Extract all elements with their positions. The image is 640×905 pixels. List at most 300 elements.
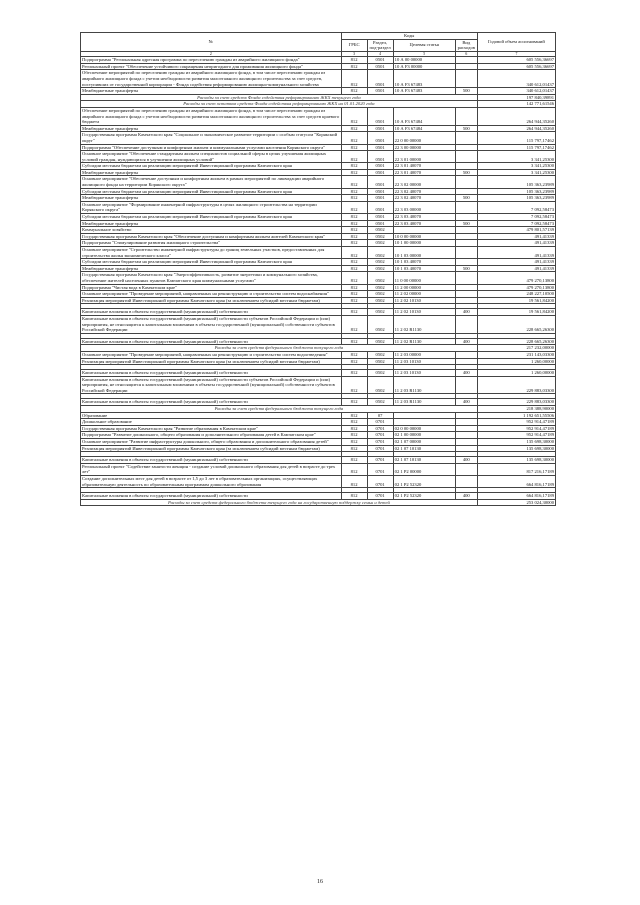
row-section: 0502 [367, 358, 393, 365]
row-section: 0502 [367, 284, 393, 291]
row-grbs: 812 [341, 309, 367, 316]
note-text: Расходы за счет средств федерального бюджета текущего года [81, 345, 478, 352]
row-amount: 479 270,13800 [477, 284, 555, 291]
row-section: 0501 [367, 63, 393, 70]
row-section: 0701 [367, 463, 393, 475]
row-amount: 479 270,13800 [477, 272, 555, 284]
row-amount: 115 797,17462 [477, 144, 555, 151]
row-grbs: 812 [341, 291, 367, 298]
row-amount: 340 612,01437 [477, 88, 555, 95]
row-grbs: 812 [341, 297, 367, 304]
header-codes: Коды [341, 33, 477, 40]
row-exptype [455, 476, 477, 488]
row-exptype [455, 425, 477, 432]
row-amount: 264 944,35260 [477, 125, 555, 132]
note-text: Расходы за счет средств федерального бюджета текущего года на государственную поддержку семьи и детей [81, 499, 478, 506]
row-article: 10 1 00 00000 [393, 240, 455, 247]
row-grbs: 812 [341, 376, 367, 394]
row-grbs: 812 [341, 57, 367, 64]
row-name: Капитальные вложения в объекты государственной (муниципальной) собственности [81, 309, 342, 316]
note-amount: 253 024,30000 [477, 499, 555, 506]
header-section: Раздел, под-раздел [367, 39, 393, 51]
header-amount: Годовой объем ассигнований [477, 33, 555, 52]
row-section: 0701 [367, 476, 393, 488]
row-name: Субсидии местным бюджетам на реализацию мероприятий Инвестиционной программы Камчатского края [81, 259, 342, 266]
row-section: 0502 [367, 338, 393, 345]
table-row [81, 399, 556, 406]
row-article: 11 2 03 00000 [393, 351, 455, 358]
row-exptype [455, 412, 477, 419]
row-exptype: 500 [455, 220, 477, 227]
header-no: № [81, 33, 342, 52]
row-exptype: 400 [455, 399, 477, 406]
table-row [81, 227, 556, 234]
table-row [81, 240, 556, 247]
row-section: 0502 [367, 227, 393, 234]
table-row [81, 439, 556, 446]
row-grbs: 812 [341, 214, 367, 221]
row-grbs: 812 [341, 493, 367, 500]
row-exptype [455, 63, 477, 70]
table-row [81, 57, 556, 64]
row-exptype [455, 163, 477, 170]
row-grbs: 812 [341, 176, 367, 188]
row-exptype [455, 188, 477, 195]
table-row [81, 376, 556, 394]
table-row [81, 445, 556, 452]
row-name: Капитальные вложения в объекты государственной (муниципальной) собственности субъектов Российской Федерации и (или) мероприятия, не относящиеся к капитальным вложениям в объекты государственной (муниципальной) собственности субъектов Российской Федерации [81, 315, 342, 333]
row-grbs: 812 [341, 351, 367, 358]
row-grbs: 812 [341, 151, 367, 163]
row-article: 22 3 03 40070 [393, 214, 455, 221]
row-article: 11 2 03 R1130 [393, 399, 455, 406]
row-article [393, 412, 455, 419]
row-article: 02 1 Р2 52320 [393, 493, 455, 500]
row-article: 11 2 02 00000 [393, 291, 455, 298]
row-exptype: 400 [455, 493, 477, 500]
row-article: 10 А F3 67483 [393, 88, 455, 95]
row-section: 0501 [367, 188, 393, 195]
row-exptype: 500 [455, 265, 477, 272]
row-section: 0502 [367, 265, 393, 272]
row-amount: 229 883,03300 [477, 376, 555, 394]
row-exptype [455, 376, 477, 394]
row-section: 0501 [367, 220, 393, 227]
table-row [81, 247, 556, 259]
row-exptype [455, 291, 477, 298]
row-amount: 952 914,47189 [477, 432, 555, 439]
row-section: 0501 [367, 195, 393, 202]
note-amount: 197 840,39891 [477, 94, 555, 101]
row-section: 0501 [367, 201, 393, 213]
row-section: 0502 [367, 233, 393, 240]
row-amount: 3 341,25300 [477, 151, 555, 163]
row-grbs: 812 [341, 358, 367, 365]
table-row [81, 188, 556, 195]
row-exptype [455, 463, 477, 475]
row-name: Субсидии местным бюджетам на реализацию мероприятий Инвестиционной программы Камчатского края [81, 163, 342, 170]
row-amount: 491,41339 [477, 265, 555, 272]
table-row [81, 259, 556, 266]
row-amount: 1 260,00000 [477, 370, 555, 377]
row-exptype [455, 315, 477, 333]
row-name: Подпрограмма "Развитие дошкольного, общего образования и дополнительного образования детей в Камчатском крае" [81, 432, 342, 439]
row-name: Создание дополнительных мест для детей в возрасте от 1,5 до 3 лет в образовательных организациях, осуществляющих образовательную деятельность по образовательным программам дошкольного образования [81, 476, 342, 488]
row-amount: 664 816,17189 [477, 493, 555, 500]
page-number: 16 [317, 879, 323, 885]
table-row [81, 291, 556, 298]
row-article: 02 1 07 10130 [393, 457, 455, 464]
row-name: Коммунальное хозяйство [81, 227, 342, 234]
row-article: 10 А F3 67484 [393, 107, 455, 125]
row-amount: 952 914,47189 [477, 419, 555, 426]
row-article: 11 2 02 R1130 [393, 315, 455, 333]
row-section: 0502 [367, 297, 393, 304]
table-row [81, 457, 556, 464]
row-name: Основное мероприятие "Строительство инженерной инфраструктуры до границ земельных участков, предоставленных для строительства жилья экономического класса" [81, 247, 342, 259]
colnum: 7 [477, 51, 555, 56]
row-name: Региональный проект "Содействие занятости женщин - создание условий дошкольного образования для детей в возрасте до трех лет" [81, 463, 342, 475]
row-exptype [455, 227, 477, 234]
table-row [81, 463, 556, 475]
row-section: 0701 [367, 425, 393, 432]
row-article: 22 3 02 40070 [393, 195, 455, 202]
row-amount: 105 363,23989 [477, 176, 555, 188]
table-row [81, 476, 556, 488]
row-name: Межбюджетные трансферты [81, 125, 342, 132]
row-amount: 340 612,01437 [477, 70, 555, 88]
row-grbs: 812 [341, 125, 367, 132]
row-article: 02 1 Р2 00000 [393, 463, 455, 475]
row-name: Основное мероприятие "Развитие инфраструктуры дошкольного, общего образования и дополнительного образования детей" [81, 439, 342, 446]
row-amount: 479 801,57139 [477, 227, 555, 234]
row-amount: 264 944,35260 [477, 107, 555, 125]
row-grbs: 812 [341, 70, 367, 88]
row-grbs: 812 [341, 463, 367, 475]
row-section: 0502 [367, 247, 393, 259]
table-row [81, 176, 556, 188]
row-grbs: 812 [341, 445, 367, 452]
row-grbs: 812 [341, 107, 367, 125]
row-article: 02 1 07 10130 [393, 445, 455, 452]
row-exptype [455, 284, 477, 291]
table-row [81, 132, 556, 144]
row-section: 0501 [367, 176, 393, 188]
row-grbs: 812 [341, 63, 367, 70]
row-grbs: 812 [341, 227, 367, 234]
row-article: 10 А F3 67484 [393, 125, 455, 132]
row-exptype [455, 432, 477, 439]
row-exptype: 500 [455, 169, 477, 176]
row-amount: 491,41339 [477, 259, 555, 266]
table-row [81, 63, 556, 70]
row-amount: 7 092,58473 [477, 220, 555, 227]
row-section: 0502 [367, 259, 393, 266]
table-row [81, 309, 556, 316]
row-section: 0502 [367, 399, 393, 406]
row-name: Основное мероприятие "Проведение мероприятий, направленных на реконструкцию и строительство систем водоотведения" [81, 351, 342, 358]
note-text: Расходы за счет остатков средств Фонда содействия реформированию ЖКХ на 01.01.2020 года [81, 101, 478, 108]
row-section: 0502 [367, 240, 393, 247]
table-row [81, 125, 556, 132]
row-amount: 229 883,03300 [477, 399, 555, 406]
row-article: 10 А 00 00000 [393, 57, 455, 64]
row-exptype [455, 419, 477, 426]
row-section: 0502 [367, 376, 393, 394]
row-section: 0502 [367, 272, 393, 284]
row-amount: 19 561,84200 [477, 297, 555, 304]
colnum: 2 [81, 51, 342, 56]
table-row [81, 88, 556, 95]
row-article: 10 1 03 40070 [393, 259, 455, 266]
row-article: 11 2 03 10130 [393, 358, 455, 365]
row-name: Обеспечение мероприятий по переселению граждан из аварийного жилищного фонда, в том числе переселению граждан из аварийного жилищного фонда с учетом необходимости развития малоэтажного жилищного строительства за счет средств краевого бюджета [82, 107, 340, 125]
row-grbs: 812 [341, 163, 367, 170]
row-name: Межбюджетные трансферты [81, 88, 342, 95]
row-article: 10 А F3 00000 [393, 63, 455, 70]
row-section: 0501 [367, 125, 393, 132]
table-row [81, 107, 556, 125]
row-section: 0501 [367, 70, 393, 88]
table-row [81, 233, 556, 240]
row-section: 0701 [367, 493, 393, 500]
row-name: Капитальные вложения в объекты государственной (муниципальной) собственности [81, 399, 342, 406]
table-row [81, 201, 556, 213]
row-article: 10 1 03 40070 [393, 265, 455, 272]
row-article: 02 1 07 00000 [393, 439, 455, 446]
row-grbs: 812 [341, 265, 367, 272]
table-row [81, 358, 556, 365]
row-exptype [455, 272, 477, 284]
row-exptype: 500 [455, 125, 477, 132]
row-exptype [455, 259, 477, 266]
colnum: 6 [455, 51, 477, 56]
row-article: 10 А F3 67483 [393, 70, 455, 88]
row-article: 11 2 03 10130 [393, 370, 455, 377]
row-section: 0501 [367, 151, 393, 163]
row-name: Образование [81, 412, 342, 419]
row-grbs: 812 [341, 247, 367, 259]
row-name: Реализация мероприятий Инвестиционной программы Камчатского края (за исключением субсидий местным бюджетам) [81, 358, 342, 365]
row-name: Межбюджетные трансферты [81, 265, 342, 272]
row-grbs: 812 [341, 144, 367, 151]
table-header-row [81, 33, 556, 40]
row-section: 0701 [367, 419, 393, 426]
row-section: 0701 [367, 439, 393, 446]
row-article: 10 0 00 00000 [393, 233, 455, 240]
row-section: 0701 [367, 432, 393, 439]
row-name: Основное мероприятие "Формирование инженерной инфраструктуры в целях жилищного строительства на территории Корякского округа" [81, 201, 342, 213]
row-article: 11 2 02 R1130 [393, 338, 455, 345]
row-amount: 228 665,26300 [477, 338, 555, 345]
row-article: 02 1 00 00000 [393, 432, 455, 439]
row-amount: 7 092,58473 [477, 214, 555, 221]
row-amount: 491,41339 [477, 247, 555, 259]
row-exptype [455, 358, 477, 365]
table-row [81, 315, 556, 333]
row-grbs: 812 [341, 476, 367, 488]
row-exptype [455, 70, 477, 88]
row-exptype [455, 57, 477, 64]
row-amount: 1 192 651,55506 [477, 412, 555, 419]
row-grbs: 812 [341, 188, 367, 195]
table-row [81, 265, 556, 272]
row-section: 0502 [367, 309, 393, 316]
table-row [81, 144, 556, 151]
row-grbs: 812 [341, 432, 367, 439]
row-name: Межбюджетные трансферты [81, 195, 342, 202]
row-article: 22 3 02 40070 [393, 188, 455, 195]
row-section: 0501 [367, 163, 393, 170]
row-exptype: 500 [455, 195, 477, 202]
row-article: 11 2 03 R1130 [393, 376, 455, 394]
row-section: 0501 [367, 169, 393, 176]
row-name: Капитальные вложения в объекты государственной (муниципальной) собственности субъектов Российской Федерации и (или) мероприятия, не относящиеся к капитальным вложениям в объекты государственной (муниципальной) собственности субъектов Российской Федерации [81, 376, 342, 394]
row-amount: 952 914,47189 [477, 425, 555, 432]
note-amount: 217 232,00000 [477, 345, 555, 352]
note-row [81, 406, 556, 413]
table-row [81, 220, 556, 227]
row-exptype [455, 351, 477, 358]
table-row [81, 195, 556, 202]
table-row [81, 412, 556, 419]
row-article: 11 0 00 00000 [393, 272, 455, 284]
row-amount: 3 341,25300 [477, 163, 555, 170]
row-name: Основное мероприятие "Обеспечение доступным и комфортным жильем в рамках мероприятий по ликвидации аварийного жилищного фонда на территории Корякского округа" [81, 176, 342, 188]
row-name: Капитальные вложения в объекты государственной (муниципальной) собственности [81, 338, 342, 345]
table-row [81, 297, 556, 304]
row-section: 0502 [367, 315, 393, 333]
colnum: 4 [367, 51, 393, 56]
row-article: 10 1 03 00000 [393, 247, 455, 259]
table-row [81, 419, 556, 426]
row-exptype [455, 144, 477, 151]
row-amount: 605 556,36697 [477, 57, 555, 64]
row-amount: 1 260,00000 [477, 358, 555, 365]
table-row [81, 284, 556, 291]
note-text: Расходы за счет средств Фонда содействия реформированию ЖКХ текущего года [81, 94, 478, 101]
budget-table [80, 32, 556, 506]
row-exptype: 500 [455, 88, 477, 95]
row-article: 22 3 01 40070 [393, 163, 455, 170]
row-section: 0501 [367, 132, 393, 144]
row-exptype: 400 [455, 309, 477, 316]
row-section: 0501 [367, 57, 393, 64]
note-row [81, 94, 556, 101]
table-row [81, 169, 556, 176]
row-grbs: 812 [341, 457, 367, 464]
table-row [81, 425, 556, 432]
row-name: Государственная программа Камчатского края "Социальное и экономическое развитие территории с особым статусом "Корякский округ" [81, 132, 342, 144]
colnum: 5 [393, 51, 455, 56]
row-amount: 491,41339 [477, 240, 555, 247]
row-article: 11 2 02 10130 [393, 309, 455, 316]
row-grbs: 812 [341, 284, 367, 291]
row-article: 22 3 00 00000 [393, 144, 455, 151]
row-amount: 135 698,30000 [477, 457, 555, 464]
row-grbs: 812 [341, 338, 367, 345]
table-row [81, 351, 556, 358]
row-grbs: 812 [341, 370, 367, 377]
row-name: Межбюджетные трансферты [81, 169, 342, 176]
row-amount: 105 363,23989 [477, 195, 555, 202]
row-exptype [455, 151, 477, 163]
row-name: Межбюджетные трансферты [81, 220, 342, 227]
row-article: 22 3 02 00000 [393, 176, 455, 188]
row-name: Дошкольное образование [81, 419, 342, 426]
row-grbs: 812 [341, 169, 367, 176]
row-grbs: 812 [341, 425, 367, 432]
row-amount: 664 816,17189 [477, 476, 555, 488]
header-grbs: ГРБС [341, 39, 367, 51]
row-grbs: 812 [341, 233, 367, 240]
row-exptype [455, 214, 477, 221]
row-amount: 7 092,58473 [477, 201, 555, 213]
row-name: Основное мероприятие "Обеспечение стандартным жильем специалистов социальной сферы в целях улучшения жилищных условий граждан, нуждающихся в улучшении жилищных условий" [81, 151, 342, 163]
row-name: Капитальные вложения в объекты государственной (муниципальной) собственности [81, 457, 342, 464]
row-section: 0502 [367, 370, 393, 377]
row-article: 11 2 00 00000 [393, 284, 455, 291]
row-grbs: 812 [341, 272, 367, 284]
table-row [81, 272, 556, 284]
note-text: Расходы за счет средств федерального бюджета текущего года [81, 406, 478, 413]
row-exptype [455, 201, 477, 213]
row-amount: 135 698,30000 [477, 445, 555, 452]
row-section: 0701 [367, 445, 393, 452]
table-row [81, 163, 556, 170]
row-amount: 3 341,25300 [477, 169, 555, 176]
row-name: Субсидии местным бюджетам на реализацию мероприятий Инвестиционной программы Камчатского края [81, 188, 342, 195]
row-article: 02 1 Р2 52320 [393, 476, 455, 488]
note-amount: 142 771,61546 [477, 101, 555, 108]
row-exptype [455, 240, 477, 247]
row-grbs: 812 [341, 412, 367, 419]
row-name: Капитальные вложения в объекты государственной (муниципальной) собственности [81, 370, 342, 377]
row-grbs: 812 [341, 88, 367, 95]
row-amount: 817 216,17189 [477, 463, 555, 475]
row-exptype [455, 176, 477, 188]
header-exptype: Вид расходов [455, 39, 477, 51]
row-grbs: 812 [341, 419, 367, 426]
row-amount: 231 143,03300 [477, 351, 555, 358]
row-grbs: 812 [341, 132, 367, 144]
row-amount: 135 698,30000 [477, 439, 555, 446]
row-amount: 228 665,26300 [477, 315, 555, 333]
row-grbs: 812 [341, 201, 367, 213]
note-row [81, 499, 556, 506]
row-article: 11 2 02 10130 [393, 297, 455, 304]
row-amount: 105 363,23989 [477, 188, 555, 195]
row-section: 0502 [367, 351, 393, 358]
row-article [393, 227, 455, 234]
row-article: 22 3 03 40070 [393, 220, 455, 227]
row-section: 0501 [367, 88, 393, 95]
row-article [393, 419, 455, 426]
row-section: 0501 [367, 107, 393, 125]
table-row [81, 338, 556, 345]
row-name: Государственная программа Камчатского края "Энергоэффективность, развитие энергетики и коммунального хозяйства, обеспечение жителей населенных пунктов Камчатского края коммунальными услугами" [81, 272, 342, 284]
row-exptype [455, 297, 477, 304]
row-name: Реализация мероприятий Инвестиционной программы Камчатского края (за исключением субсидий местным бюджетам) [81, 445, 342, 452]
row-name: Субсидии местным бюджетам на реализацию мероприятий Инвестиционной программы Камчатского края [81, 214, 342, 221]
row-amount: 491,41339 [477, 233, 555, 240]
row-name: Государственная программа Камчатского края "Обеспечение доступным и комфортным жильем жителей Камчатского края" [81, 233, 342, 240]
row-exptype [455, 445, 477, 452]
row-article: 22 0 00 00000 [393, 132, 455, 144]
row-exptype [455, 233, 477, 240]
row-name: Государственная программа Камчатского края "Развитие образования в Камчатском крае" [81, 425, 342, 432]
row-exptype: 400 [455, 370, 477, 377]
